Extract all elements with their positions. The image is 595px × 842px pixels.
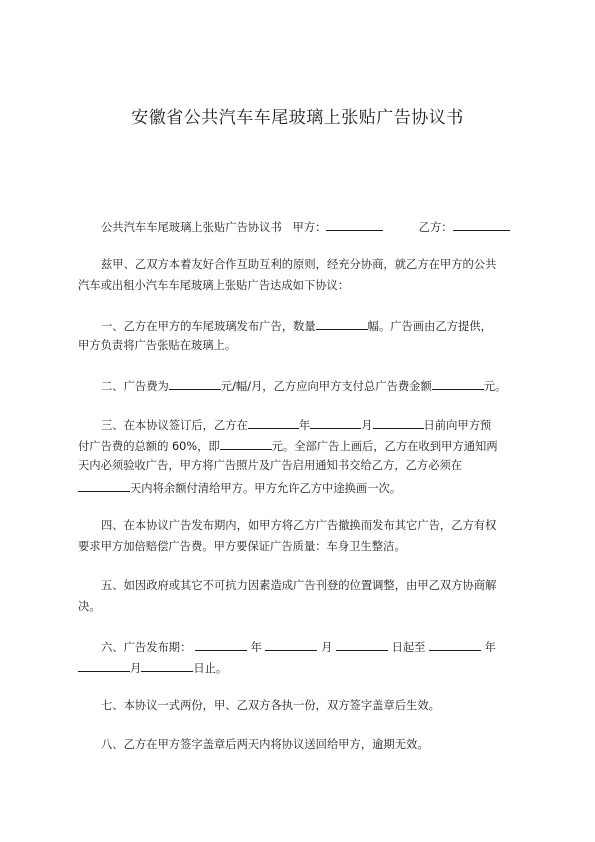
clause-3-text-line2a: 付广告费的总额的 60%，即 <box>78 440 220 453</box>
clause-6-line-2 <box>78 660 227 676</box>
clause-2-text-c: 元。 <box>483 380 507 393</box>
clause-3-text-c: 月 <box>361 419 373 432</box>
clause-4-line-1: 四、在本协议广告发布期内，如甲方将乙方广告撤换而发布其它广告，乙方有权 <box>101 519 497 532</box>
party-a-blank[interactable] <box>326 219 383 231</box>
clause-3-text-line2b: 元。全部广告上画后，乙方在收到甲方通知两 <box>271 440 498 453</box>
clause-6-text-d: 日起至 <box>391 641 426 654</box>
clause-6-text-b: 年 <box>250 641 262 654</box>
clause-8-line-1: 八、乙方在甲方签字盖章后两天内将协议送回给甲方，逾期无效。 <box>101 738 429 751</box>
clause-3-text-a: 三、在本协议签订后，乙方在 <box>101 419 248 432</box>
end-day-blank[interactable] <box>141 660 193 672</box>
clause-1-text-b: 幅。广告画由乙方提供， <box>367 320 492 333</box>
start-day-blank[interactable] <box>336 639 388 651</box>
balance-days-blank[interactable] <box>78 480 130 492</box>
prepay-amount-blank[interactable] <box>220 438 272 450</box>
party-b-blank[interactable] <box>453 219 510 231</box>
quantity-blank[interactable] <box>316 318 368 330</box>
prepay-year-blank[interactable] <box>248 417 299 429</box>
clause-1-text-a: 一、乙方在甲方的车尾玻璃发布广告，数量 <box>101 320 316 333</box>
clause-1-line-2: 甲方负责将广告张贴在玻璃上。 <box>78 339 237 352</box>
party-a-label: 甲方： <box>292 221 327 234</box>
clause-4-line-2: 要求甲方加倍赔偿广告费。甲方要保证广告质量：车身卫生整洁。 <box>78 540 406 553</box>
intro-line-2: 汽车或出租小汽车车尾玻璃上张贴广告达成如下协议： <box>78 279 350 292</box>
start-month-blank[interactable] <box>265 639 317 651</box>
clause-3-text-line4: 天内将余额付清给甲方。甲方允许乙方中途换画一次。 <box>130 482 402 495</box>
clause-3-line-4 <box>78 480 401 496</box>
clause-6-text-c: 月 <box>321 641 333 654</box>
end-year-blank[interactable] <box>429 639 481 651</box>
clause-1-line-1 <box>101 318 492 334</box>
total-fee-blank[interactable] <box>432 378 484 390</box>
party-b-label: 乙方： <box>418 221 453 234</box>
clause-2-text-b: 元/幅/月，乙方应向甲方支付总广告费金额 <box>220 380 432 393</box>
clause-3-text-b: 年 <box>298 419 311 432</box>
clause-5-line-2: 决。 <box>78 600 101 613</box>
prepay-month-blank[interactable] <box>310 417 361 429</box>
header-line <box>101 219 510 235</box>
clause-3-line-3: 天内必须验收广告，甲方将广告照片及广告启用通知书交给乙方，乙方必须在 <box>78 459 463 472</box>
clause-7-line-1: 七、本协议一式两份，甲、乙双方各执一份，双方签字盖章后生效。 <box>101 699 440 712</box>
clause-5-line-1: 五、如因政府或其它不可抗力因素造成广告刊登的位置调整，由甲乙双方协商解 <box>101 579 497 592</box>
end-month-blank[interactable] <box>78 660 130 672</box>
document-title: 安徽省公共汽车车尾玻璃上张贴广告协议书 <box>131 108 464 128</box>
start-year-blank[interactable] <box>195 639 247 651</box>
clause-6-text-line2a: 月 <box>130 662 142 675</box>
clause-6-line-1 <box>101 639 496 655</box>
clause-6-text-e: 年 <box>484 641 496 654</box>
clause-3-text-d: 日前向甲方预 <box>423 419 492 432</box>
clause-3-line-1 <box>101 417 491 433</box>
fee-per-unit-blank[interactable] <box>169 378 221 390</box>
prepay-day-blank[interactable] <box>373 417 424 429</box>
clause-6-text-a: 六、广告发布期： <box>101 641 192 654</box>
clause-3-line-2 <box>78 438 498 454</box>
intro-line-1: 兹甲、乙双方本着友好合作互助互利的原则，经充分协商，就乙方在甲方的公共 <box>101 258 497 271</box>
agreement-name: 公共汽车车尾玻璃上张贴广告协议书 <box>101 221 282 234</box>
clause-2-text-a: 二、广告费为 <box>101 380 169 393</box>
clause-2-line-1 <box>101 378 506 394</box>
clause-6-text-line2b: 日止。 <box>193 662 228 675</box>
